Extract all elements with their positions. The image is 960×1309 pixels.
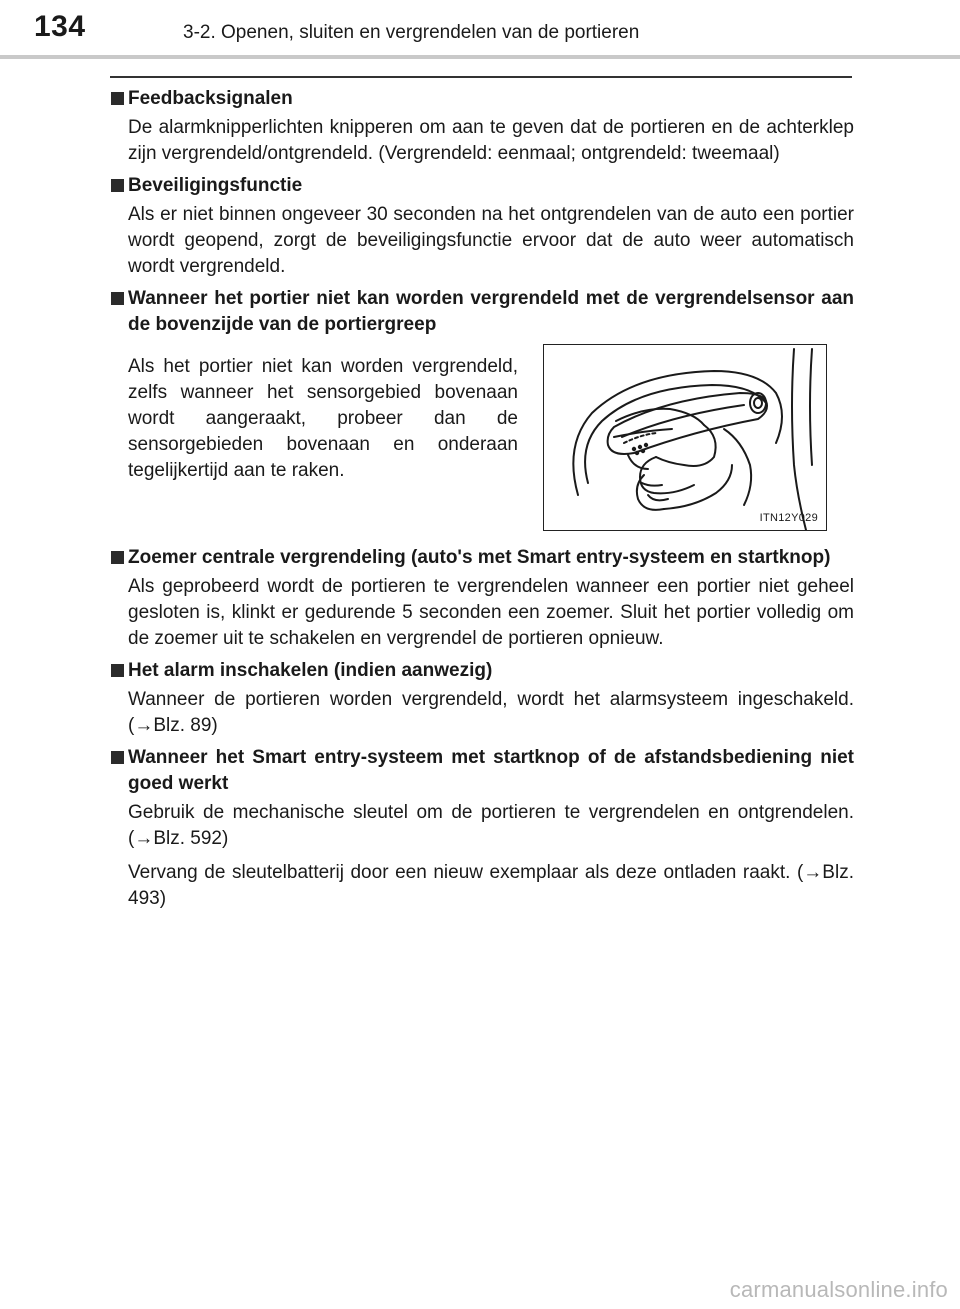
- section-sensor-lock: [110, 286, 854, 531]
- paragraph: Vervang de sleutelbatterij door een nieuw exemplaar als deze ontladen raakt. (→Blz. 493): [128, 862, 854, 909]
- door-handle-hand-icon: [544, 345, 826, 530]
- square-bullet-icon: [111, 751, 124, 764]
- paragraph: De alarmknipperlichten knipperen om aan te geven dat de portieren en de achterklep zijn vergrendeld/ontgrendeld. (Vergrendeld: eenmaal; ontgrendeld: tweemaal): [128, 117, 854, 164]
- section-title-text: Wanneer het portier niet kan worden vergrendeld met de vergrendelsensor aan de bovenzijde van de portiergreep: [128, 288, 854, 335]
- page-content: [110, 86, 854, 918]
- section-title-text: Wanneer het Smart entry-systeem met startknop of de afstandsbediening niet goed werkt: [128, 747, 854, 794]
- figure-row: [128, 344, 854, 531]
- section-title: [110, 745, 854, 797]
- square-bullet-icon: [111, 664, 124, 677]
- section-title: [110, 545, 854, 571]
- section-title-text: Zoemer centrale vergrendeling (auto's met Smart entry-systeem en startknop): [128, 547, 831, 568]
- section-title-text: Beveiligingsfunctie: [128, 175, 303, 196]
- figure-caption-text: Als het portier niet kan worden vergrendeld, zelfs wanneer het sensorgebied bovenaan wordt aangeraakt, probeer dan de sensorgebieden bovenaan en onderaan tegelijkertijd aan te raken.: [128, 356, 518, 481]
- section-zoemer: [110, 545, 854, 652]
- page-number: 134: [34, 10, 86, 43]
- section-title: [110, 658, 854, 684]
- paragraph: Als er niet binnen ongeveer 30 seconden na het ontgrendelen van de auto een portier wordt geopend, zorgt de beveiligingsfunctie ervoor dat de auto weer automatisch wordt vergrendeld.: [128, 204, 854, 277]
- section-beveiligingsfunctie: [110, 173, 854, 280]
- page-header: [0, 0, 960, 62]
- figure-code: ITN12Y029: [759, 512, 818, 524]
- section-title: [110, 173, 854, 199]
- square-bullet-icon: [111, 551, 124, 564]
- chapter-title: 3-2. Openen, sluiten en vergrendelen van de portieren: [183, 22, 640, 43]
- content-top-divider: [110, 76, 852, 78]
- square-bullet-icon: [111, 179, 124, 192]
- section-title-text: Feedbacksignalen: [128, 88, 293, 109]
- section-title-text: Het alarm inschakelen (indien aanwezig): [128, 660, 493, 681]
- square-bullet-icon: [111, 92, 124, 105]
- section-title: [110, 286, 854, 338]
- section-title: [110, 86, 854, 112]
- watermark: carmanualsonline.info: [729, 1277, 948, 1302]
- section-smart-entry: [110, 745, 854, 912]
- square-bullet-icon: [111, 292, 124, 305]
- paragraph: Wanneer de portieren worden vergrendeld, wordt het alarmsysteem ingeschakeld. (→Blz. 89): [128, 689, 854, 736]
- door-handle-illustration: [543, 344, 827, 531]
- section-alarm: [110, 658, 854, 739]
- section-feedbacksignalen: [110, 86, 854, 167]
- paragraph: Als geprobeerd wordt de portieren te vergrendelen wanneer een portier niet geheel gesloten is, klinkt er gedurende 5 seconden een zoemer. Sluit het portier volledig om de zoemer uit te schakelen en vergrendel de portieren opnieuw.: [128, 576, 854, 649]
- header-divider: [0, 55, 960, 59]
- paragraph: Gebruik de mechanische sleutel om de portieren te vergrendelen en ontgrendelen. (→Blz. 592): [128, 802, 854, 849]
